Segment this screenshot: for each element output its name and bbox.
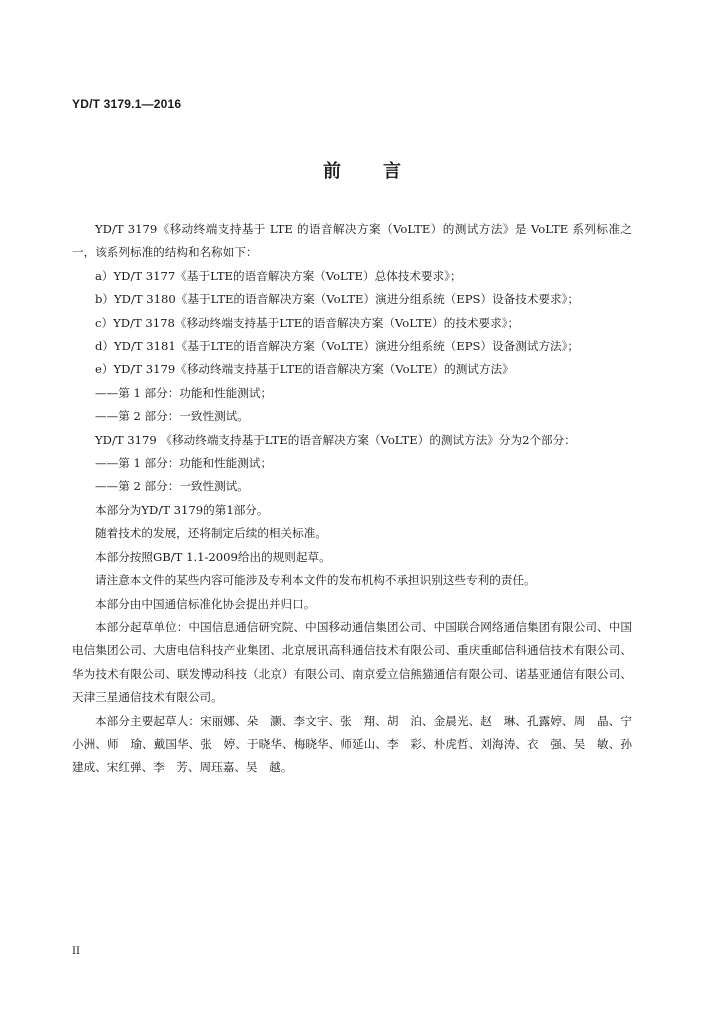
part-statement: 本部分为YD/T 3179的第1部分。 bbox=[95, 502, 269, 517]
sub-item-part2: ——第 2 部分：一致性测试。 bbox=[95, 409, 249, 424]
drafting-organizations: 本部分起草单位：中国信息通信研究院、中国移动通信集团公司、中国联合网络通信集团有限公司、中国电信集团公司、大唐电信科技产业集团、北京展讯高科通信技术有限公司、重庆重邮信科通信技术有限公司、华为技术有限公司、联发博动科技（北京）有限公司、南京爱立信熊猫通信有限公司、诺基亚通信有限公司、天津三星通信技术有限公司。 bbox=[72, 619, 632, 705]
page-title: 前言 bbox=[323, 161, 443, 182]
drafters: 本部分主要起草人：宋丽娜、朵 灏、李文宇、张 翔、胡 泊、金晨光、赵 琳、孔露婷、周 晶、宁小洲、师 瑜、戴国华、张 婷、于晓华、梅晓华、师延山、李 彩、朴虎哲、刘海涛、衣 强、吴 敏、孙建成、宋红弹、李 芳、周珏嘉、吴 越。 bbox=[72, 713, 632, 775]
standard-code: YD/T 3179.1—2016 bbox=[72, 97, 182, 111]
part2-line: ——第 2 部分：一致性测试。 bbox=[95, 479, 249, 494]
parts-statement: YD/T 3179 《移动终端支持基于LTE的语音解决方案（VoLTE）的测试方法》分为2个部分： bbox=[95, 432, 576, 447]
intro-paragraph: YD/T 3179《移动终端支持基于 LTE 的语音解决方案（VoLTE）的测试方法》是 VoLTE 系列标准之一，该系列标准的结构和名称如下： bbox=[72, 222, 632, 260]
sub-item-part1: ——第 1 部分：功能和性能测试； bbox=[95, 385, 273, 400]
proposer-statement: 本部分由中国通信标准化协会提出并归口。 bbox=[95, 596, 316, 611]
drafting-rules-statement: 本部分按照GB/T 1.1-2009给出的规则起草。 bbox=[95, 549, 331, 564]
list-item-c: c）YD/T 3178《移动终端支持基于LTE的语音解决方案（VoLTE）的技术要求》； bbox=[95, 315, 520, 330]
list-item-e: e）YD/T 3179《移动终端支持基于LTE的语音解决方案（VoLTE）的测试方法》 bbox=[95, 362, 514, 377]
list-item-d: d）YD/T 3181《基于LTE的语音解决方案（VoLTE）演进分组系统（EPS）设备测试方法》； bbox=[95, 339, 580, 354]
list-item-b: b）YD/T 3180《基于LTE的语音解决方案（VoLTE）演进分组系统（EPS）设备技术要求》； bbox=[95, 292, 580, 307]
patent-notice: 请注意本文件的某些内容可能涉及专利本文件的发布机构不承担识别这些专利的责任。 bbox=[95, 573, 536, 588]
future-statement: 随着技术的发展，还将制定后续的相关标准。 bbox=[95, 526, 327, 541]
list-item-a: a）YD/T 3177《基于LTE的语音解决方案（VoLTE）总体技术要求》； bbox=[95, 268, 462, 283]
part1-line: ——第 1 部分：功能和性能测试； bbox=[95, 456, 273, 471]
document-body bbox=[72, 218, 632, 780]
page-number: II bbox=[72, 946, 80, 957]
